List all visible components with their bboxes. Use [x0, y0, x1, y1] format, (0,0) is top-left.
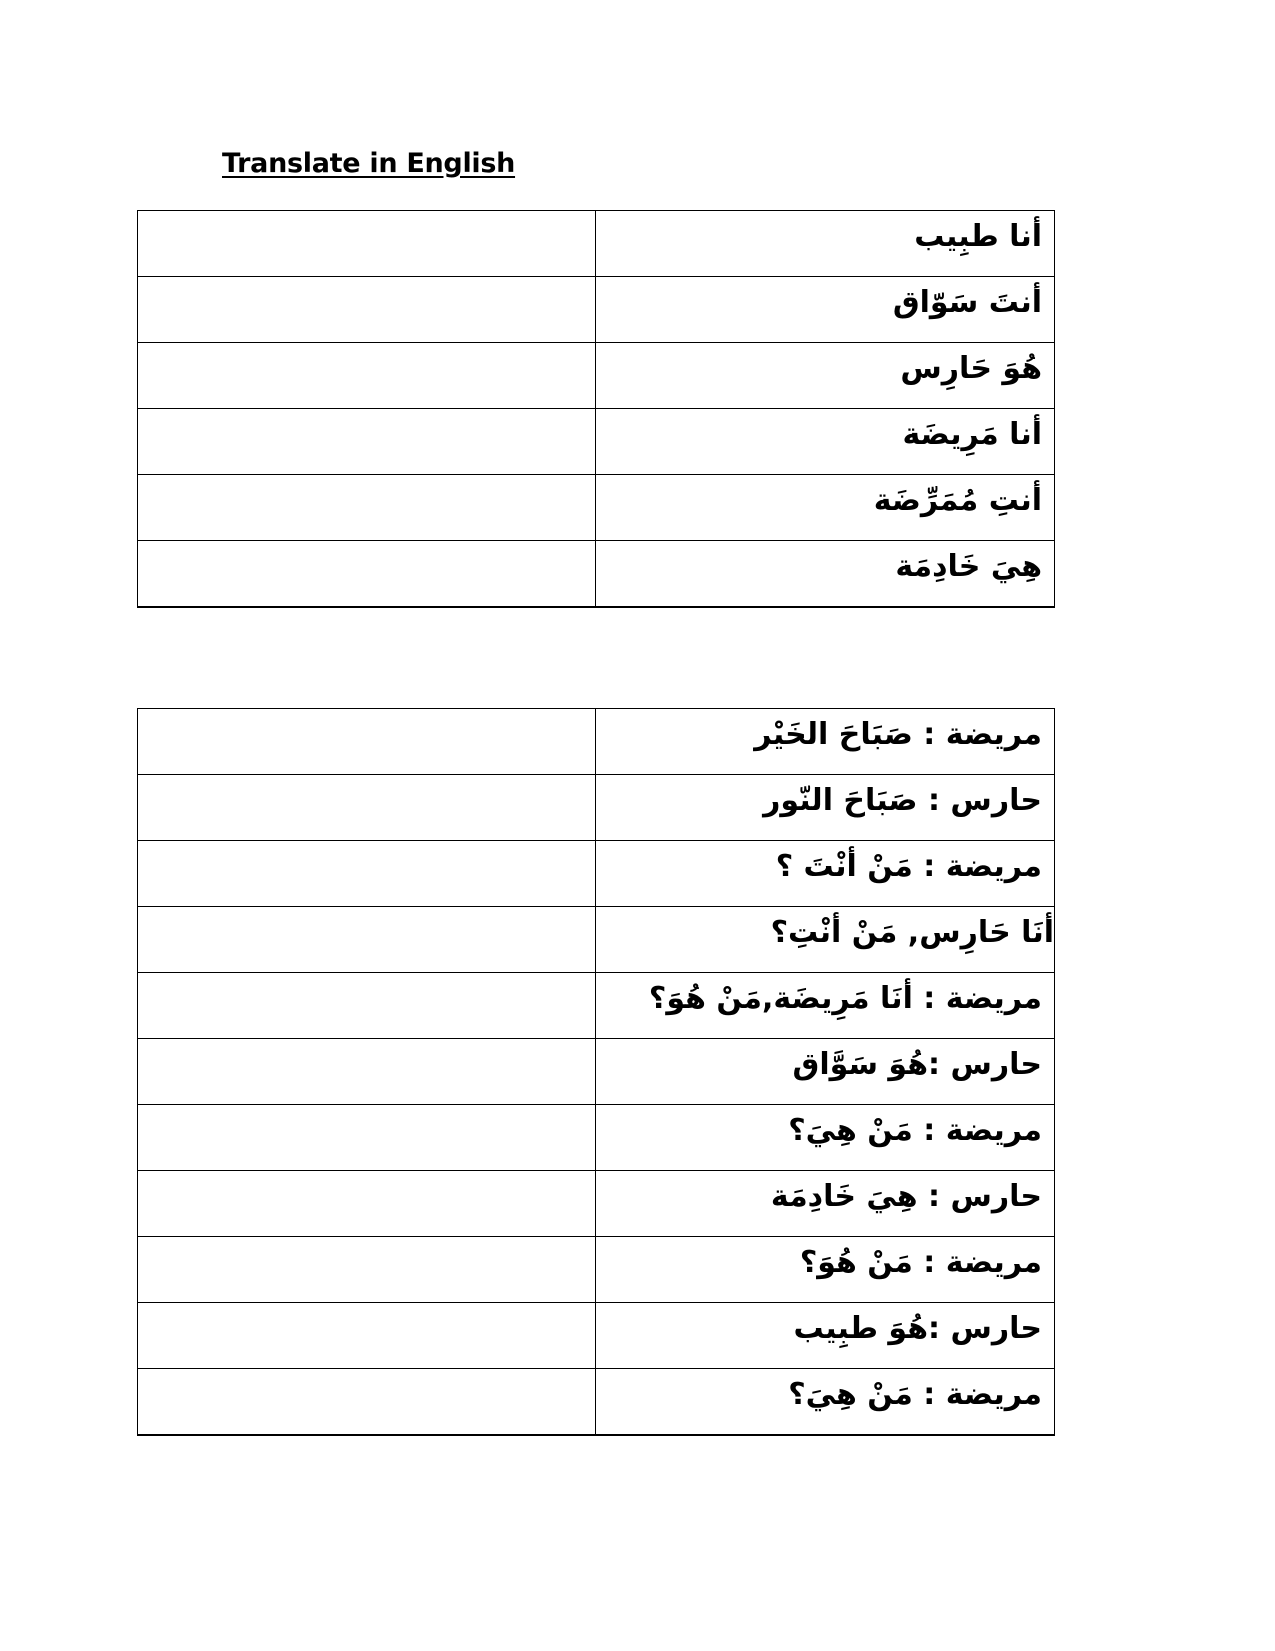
arabic-sentence-cell: أنا طبِيب: [596, 211, 1055, 277]
table-row: [138, 475, 1055, 541]
dialogue-line-cell: مريضة : صَبَاحَ الخَيْر: [596, 709, 1055, 775]
dialogue-line-cell: حارس :هُوَ سَوَّاق: [596, 1039, 1055, 1105]
dialogue-line-cell: مريضة : مَنْ هِيَ؟: [596, 1105, 1055, 1171]
dialogue-line-cell: حارس :هُوَ طبِيب: [596, 1303, 1055, 1369]
dialogue-line-cell: مريضة : مَنْ أنْتَ ؟: [596, 841, 1055, 907]
answer-cell[interactable]: [138, 709, 596, 775]
dialogue-line-cell: حارس : صَبَاحَ النّور: [596, 775, 1055, 841]
answer-cell[interactable]: [138, 1369, 596, 1435]
arabic-sentence-cell: أنتِ مُمَرِّضَة: [596, 475, 1055, 541]
answer-cell[interactable]: [138, 211, 596, 277]
arabic-sentence-cell: هِيَ خَادِمَة: [596, 541, 1055, 607]
table-row: [138, 841, 1055, 907]
table-row: [138, 1303, 1055, 1369]
table-row: [138, 343, 1055, 409]
answer-cell[interactable]: [138, 1303, 596, 1369]
table-row: [138, 211, 1055, 277]
table-row: [138, 775, 1055, 841]
table-row: [138, 709, 1055, 775]
table-row: [138, 1369, 1055, 1435]
answer-cell[interactable]: [138, 907, 596, 973]
table-row: [138, 1171, 1055, 1237]
answer-cell[interactable]: [138, 841, 596, 907]
answer-cell[interactable]: [138, 541, 596, 607]
table-row: [138, 277, 1055, 343]
answer-cell[interactable]: [138, 475, 596, 541]
answer-cell[interactable]: [138, 409, 596, 475]
answer-cell[interactable]: [138, 1039, 596, 1105]
arabic-sentence-cell: أنتَ سَوّاق: [596, 277, 1055, 343]
table-row: [138, 1039, 1055, 1105]
dialogue-line-cell: مريضة : مَنْ هِيَ؟: [596, 1369, 1055, 1435]
answer-cell[interactable]: [138, 775, 596, 841]
table-row: [138, 541, 1055, 607]
arabic-sentence-cell: أنا مَرِيضَة: [596, 409, 1055, 475]
table-row: [138, 907, 1055, 973]
table-row: [138, 973, 1055, 1039]
answer-cell[interactable]: [138, 277, 596, 343]
dialogue-table: [137, 708, 1055, 1436]
arabic-sentence-cell: هُوَ حَارِس: [596, 343, 1055, 409]
table-row: [138, 1105, 1055, 1171]
table-row: [138, 409, 1055, 475]
dialogue-line-cell: حارس : هِيَ خَادِمَة: [596, 1171, 1055, 1237]
vocabulary-table: [137, 210, 1055, 608]
answer-cell[interactable]: [138, 1171, 596, 1237]
dialogue-line-cell: أنَا حَارِس, مَنْ أنْتِ؟: [596, 907, 1055, 973]
dialogue-line-cell: مريضة : مَنْ هُوَ؟: [596, 1237, 1055, 1303]
answer-cell[interactable]: [138, 1237, 596, 1303]
answer-cell[interactable]: [138, 973, 596, 1039]
dialogue-line-cell: مريضة : أنَا مَرِيضَة,مَنْ هُوَ؟: [596, 973, 1055, 1039]
table-row: [138, 1237, 1055, 1303]
answer-cell[interactable]: [138, 1105, 596, 1171]
answer-cell[interactable]: [138, 343, 596, 409]
page-title: Translate in English: [222, 148, 516, 179]
